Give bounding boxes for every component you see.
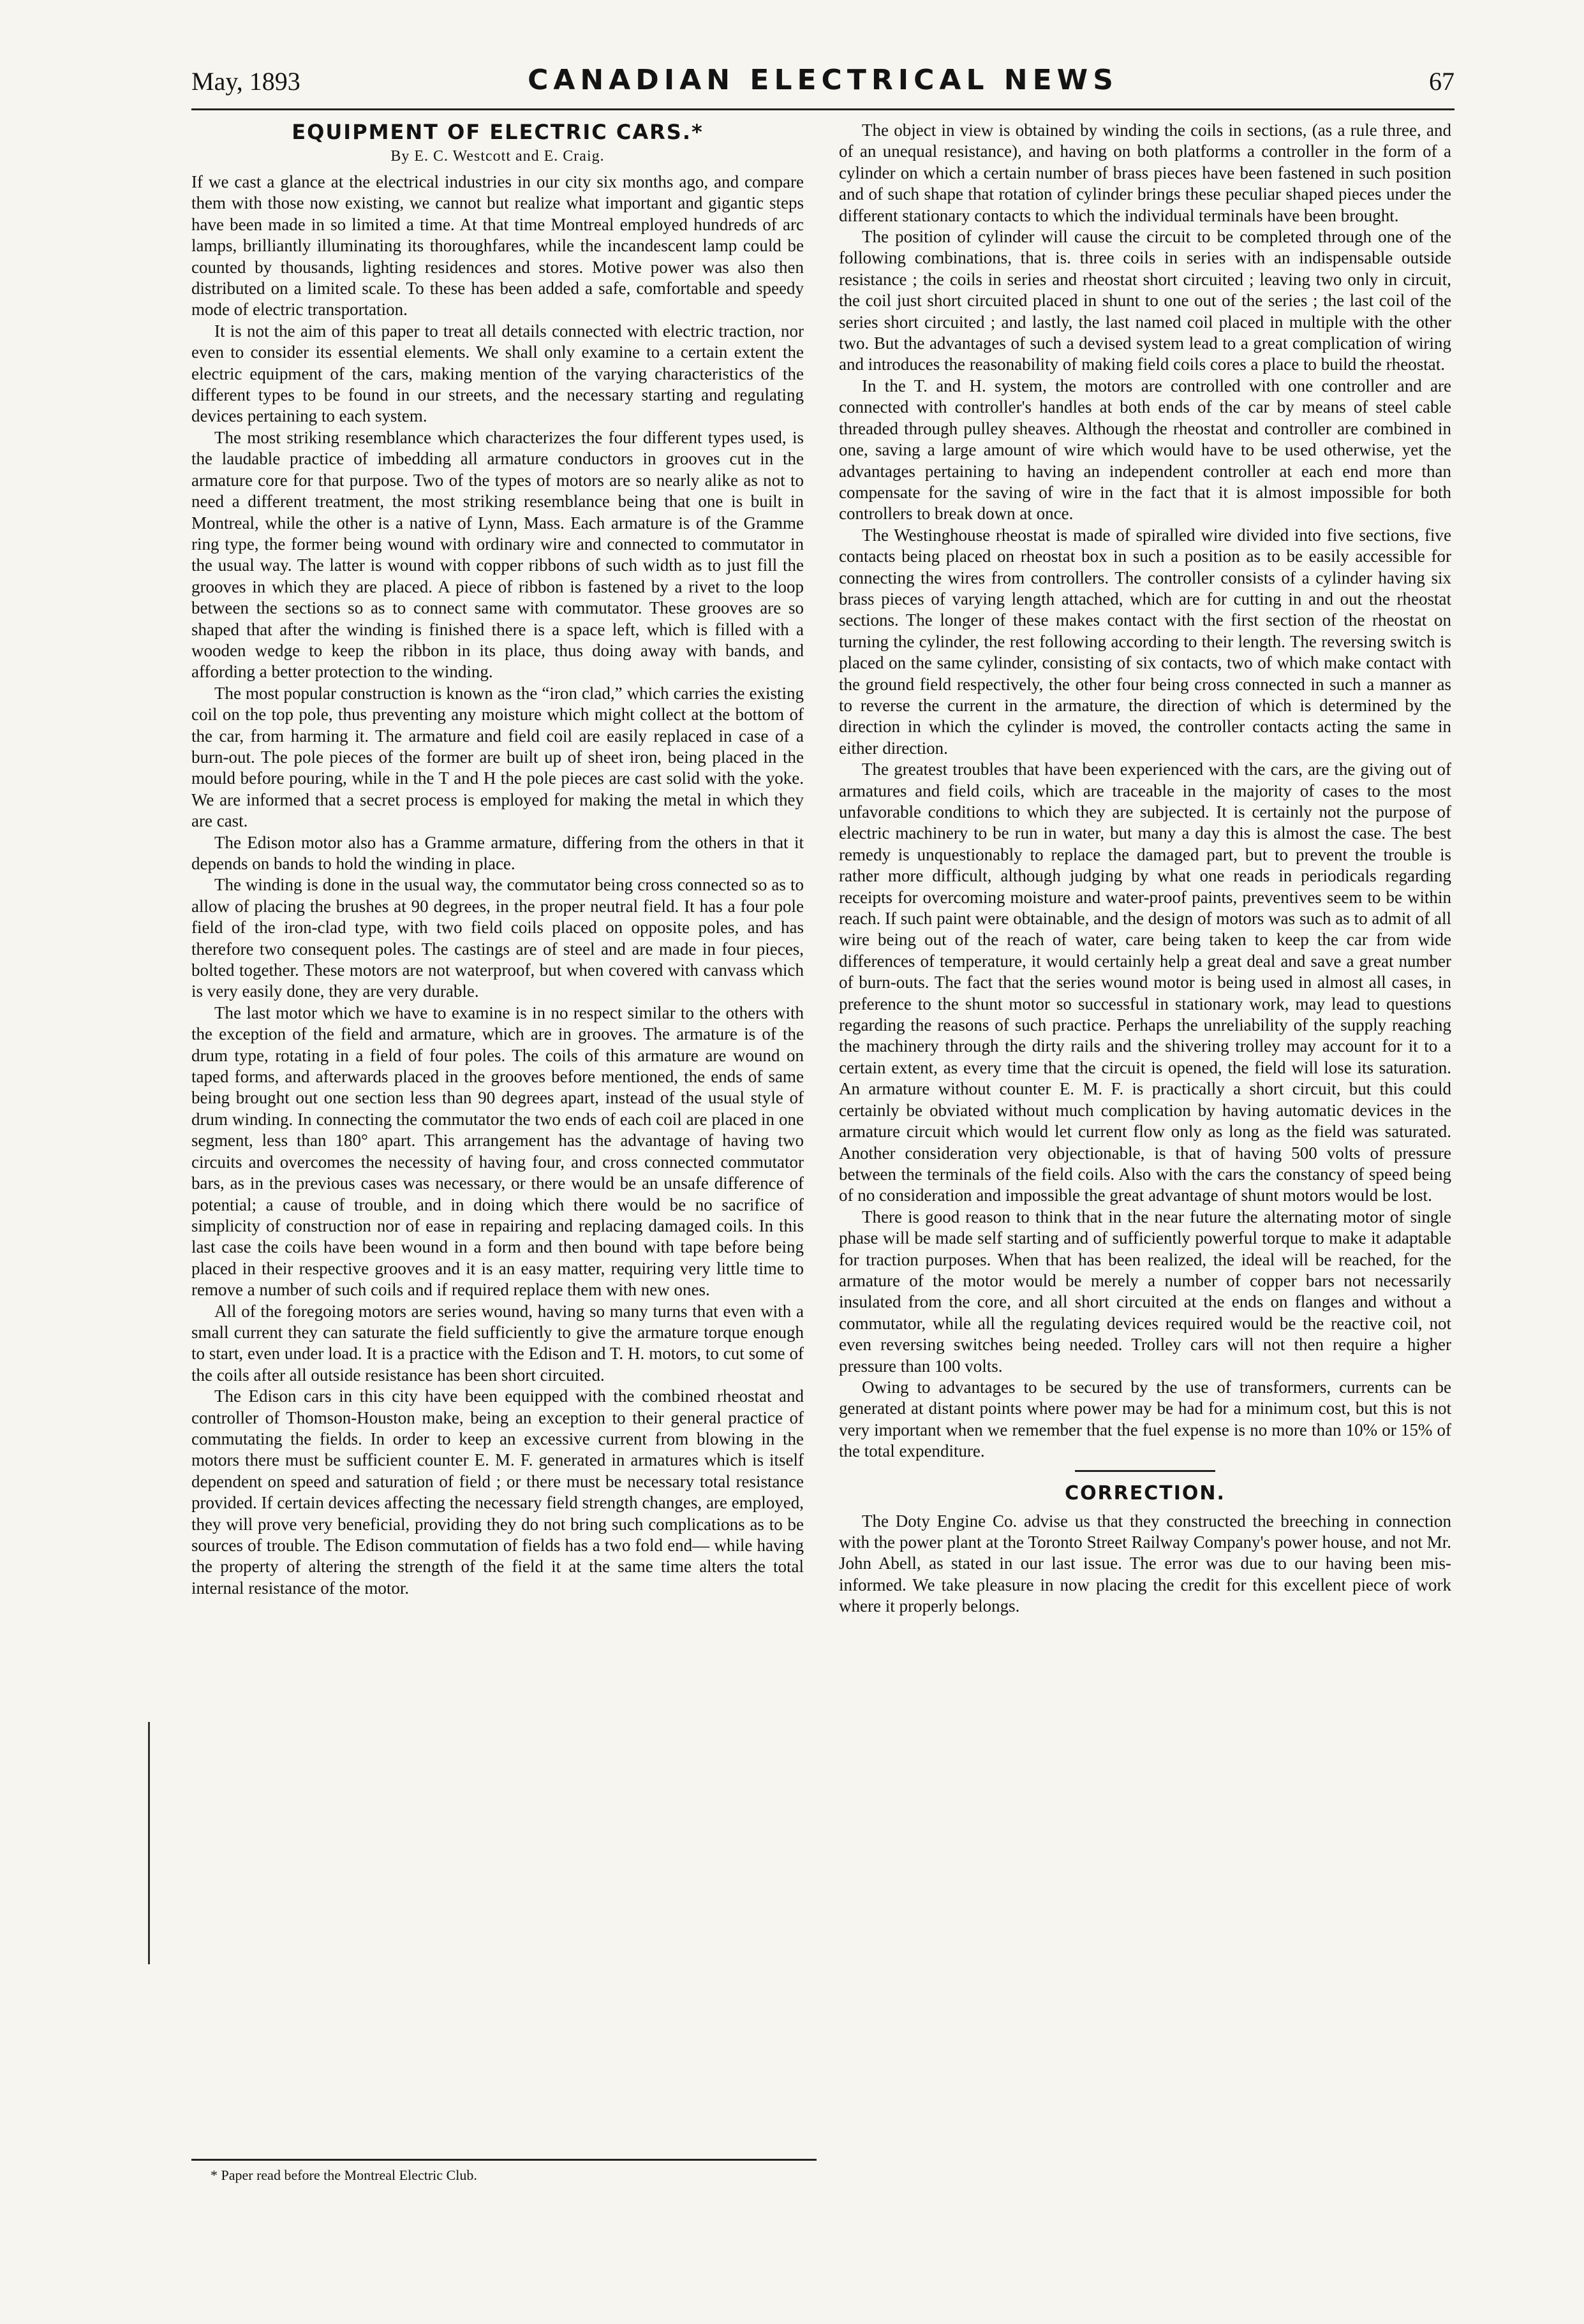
article-paragraph: Owing to advantages to be secured by the use of transformers, currents can be generated at distant points where power may be had for a minimum cost, but this is not very important when we remember that the fuel expense is no more than 10% or 15% of the total expenditure. (839, 1377, 1451, 1461)
article-paragraph: The greatest troubles that have been experienced with the cars, are the giving out of armatures and field coils, which are traceable in the majority of cases to the most unfavorable conditions to which they are subjected. It is certainly not the purpose of electric machinery to be run in water, but many a day this is almost the case. The best remedy is unquestionably to replace the damaged part, but to prevent the trouble is rather more difficult, although judging by what one reads in periodicals regarding receipts for overcoming moisture and water-proof paints, preventives seem to be within reach. If such paint were obtainable, and the design of motors was such as to admit of all wire being out of the reach of water, care being taken to keep the car from wide differences of temperature, it would certainly help a great deal and save a great number of burn-outs. The fact that the series wound motor is being used in almost all cases, in preference to the shunt motor so successful in stationary work, may lead to questions regarding the reasons of such practice. Perhaps the unreliability of the supply reaching the machinery through the dirty rails and the shivering trolley may account for it to a certain extent, as every time that the circuit is opened, the field will lose its saturation. An armature without counter E. M. F. is practically a short circuit, but this could certainly be obviated without much complication by having automatic devices in the armature circuit which would let current flow only as long as the field was saturated. Another consideration very objectionable, is that of having 500 volts of pressure between the terminals of the field coils. Also with the cars the constancy of speed being of no consideration and impossible the great advantage of shunt motors would be lost. (839, 760, 1451, 1205)
publication-title: CANADIAN ELECTRICAL NEWS (528, 64, 1118, 96)
article-paragraph: If we cast a glance at the electrical industries in our city six months ago, and compare them with those now existing, we cannot but realize what important and gigantic steps have been made in so limited a time. At that time Montreal employed hundreds of arc lamps, brilliantly illuminating its thoroughfares, while the incandescent lamp could be counted by thousands, lighting residences and stores. Motive power was also then distributed on a limited scale. To these has been added a safe, comfortable and speedy mode of electric transportation. (191, 172, 804, 320)
page-header (191, 61, 1454, 106)
header-rule (191, 108, 1454, 110)
article-title: EQUIPMENT OF ELECTRIC CARS.* (292, 120, 704, 144)
article-paragraph: The last motor which we have to examine is in no respect similar to the others with the exception of the field and armature, which are in grooves. The armature is of the drum type, rotating in a field of four poles. The coils of this armature are wound on taped forms, and afterwards placed in the grooves before mentioned, the ends of same being brought out one section less than 90 degrees apart, instead of the usual style of drum winding. In connecting the commutator the two ends of each coil are placed in one segment, less than 180° apart. This arrangement has the advantage of having two circuits and overcomes the necessity of having four, and cross connected commutator bars, as in the previous cases was necessary, or there would be an unsafe difference of potential; a cause of trouble, and in doing which there would be no sacrifice of simplicity of construction nor of ease in repairing and replacing damaged coils. In this last case the coils have been wound in a form and then bound with tape before being placed in their respective grooves and it is an easy matter, requiring very little time to remove a number of such coils and if required replace them with new ones. (191, 1003, 804, 1300)
article-right-column (839, 120, 1451, 2225)
article-paragraph: The Edison cars in this city have been equipped with the combined rheostat and controller of Thomson-Houston make, being an exception to their general practice of commutating the fields. In order to keep an excessive current from blowing in the motors there must be sufficient counter E. M. F. generated in armatures which is itself dependent on speed and saturation of field ; or there must be necessary total resistance provided. If certain devices affecting the necessary field strength changes, are employed, they will prove very beneficial, providing they do not bring such complications as to be sources of trouble. The Edison commutation of fields has a two fold end— while having the property of altering the strength of the field it at the same time alters the total internal resistance of the motor. (191, 1386, 804, 1598)
article-paragraph: In the T. and H. system, the motors are controlled with one controller and are connected with controller's handles at both ends of the car by means of steel cable threaded through pulley sheaves. Although the rheostat and controller are combined in one, saving a large amount of wire which would have to be used otherwise, yet the advantages pertaining to having an independent controller at each end more than compensate for the saving of wire in the fact that it is almost impossible for both controllers to break down at once. (839, 376, 1451, 524)
footnote-rule (191, 2159, 817, 2161)
article-paragraph: It is not the aim of this paper to treat all details connected with electric traction, nor even to consider its essential elements. We shall only examine to a certain extent the electric equipment of the cars, making mention of the varying characteristics of the different types to be found in our streets, and the necessary starting and regulating devices pertaining to each system. (191, 321, 804, 426)
article-paragraph: The most popular construction is known as the “iron clad,” which carries the existing coil on the top pole, thus preventing any moisture which might collect at the bottom of the car, from harming it. The armature and field coil are easily replaced in case of a burn-out. The pole pieces of the former are built up of sheet iron, being placed in the mould before pouring, while in the T and H the pole pieces are cast solid with the yoke. We are informed that a secret process is employed for making the metal in which they are cast. (191, 683, 804, 831)
footnote: * Paper read before the Montreal Electric Club. (211, 2167, 477, 2183)
article-paragraph: The most striking resemblance which characterizes the four different types used, is the laudable practice of imbedding all armature conductors in grooves cut in the armature core for that purpose. Two of the types of motors are so nearly alike as not to need a different treatment, the most striking resemblance being that one is built in Montreal, while the other is a native of Lynn, Mass. Each armature is of the Gramme ring type, the former being wound with ordinary wire and connected to commutator in the usual way. The latter is wound with copper ribbons of such width as to just fill the grooves in which they are placed. A piece of ribbon is fastened by a rivet to the loop between the sections so as to connect same with commutator. These grooves are so shaped that after the winding is finished there is a space left, which is filled with a wooden wedge to keep the ribbon in its place, thus doing away with bands, and affording a better protection to the winding. (191, 427, 804, 682)
page-number: 67 (1429, 67, 1454, 96)
article-paragraph: The position of cylinder will cause the circuit to be completed through one of the following combinations, that is. three coils in series with an indispensable outside resistance ; the coils in series and rheostat short circuited ; leaving two only in circuit, the coil just short circuited placed in shunt to one out of the series ; the last coil of the series short circuited ; and lastly, the last named coil placed in multiple with the other two. But the advantages of such a devised system lead to a great complication of wiring and introduces the reasonability of making field coils cores a place to build the rheostat. (839, 227, 1451, 374)
article-paragraph: The object in view is obtained by winding the coils in sections, (as a rule three, and of an unequal resistance), and having on both platforms a controller in the form of a cylinder on which a certain number of brass pieces have been fastened in such position and of such shape that rotation of cylinder brings these peculiar shaped pieces under the different stationary contacts to which the individual terminals have been brought. (839, 121, 1451, 225)
section-divider (1075, 1470, 1215, 1472)
correction-title: CORRECTION. (1065, 1482, 1225, 1504)
issue-date: May, 1893 (191, 67, 300, 96)
article-paragraph: The winding is done in the usual way, the commutator being cross connected so as to allow of placing the brushes at 90 degrees, in the proper neutral field. It has a four pole field of the iron-clad type, with two field coils placed on opposite poles, and has therefore two consequent poles. The castings are of steel and are made in four pieces, bolted together. These motors are not waterproof, but when covered with canvass which is very easily done, they are very durable. (191, 875, 804, 1001)
correction-text: The Doty Engine Co. advise us that they constructed the breeching in connection with the power plant at the Toronto Street Railway Company's power house, and not Mr. John Abell, as stated in our last issue. The error was due to our having been mis-informed. We take pleasure in now placing the credit for this excellent piece of work where it properly belongs. (839, 1511, 1451, 1616)
article-paragraph: All of the foregoing motors are series wound, having so many turns that even with a small current they can saturate the field sufficiently to give the armature torque enough to start, even under load. It is a practice with the Edison and T. H. motors, to cut some of the coils after all outside resistance has been short circuited. (191, 1301, 804, 1385)
article-byline: By E. C. Westcott and E. Craig. (390, 148, 605, 165)
article-paragraph: There is good reason to think that in the near future the alternating motor of single phase will be made self starting and of sufficiently powerful torque to make it adaptable for traction purposes. When that has been realized, the ideal will be reached, for the armature of the motor would be merely a number of copper bars not necessarily insulated from the core, and all short circuited at the ends on flanges and without a commutator, while all the regulating devices required would be the reactive coil, not even reversing switches being needed. Trolley cars will not then require a higher pressure than 100 volts. (839, 1207, 1451, 1376)
article-paragraph: The Westinghouse rheostat is made of spiralled wire divided into five sections, five contacts being placed on rheostat box in such a position as to be easily accessible for connecting the wires from controllers. The controller consists of a cylinder having six brass pieces of varying length attached, which are for cutting in and out the rheostat sections. The longer of these makes contact with the first section of the rheostat on turning the cylinder, the rest following according to their length. The reversing switch is placed on the same cylinder, consisting of six contacts, two of which make contact with the ground field respectively, the other four being cross connected in such a manner as to reverse the current in the armature, the direction of which is determined by the direction in which the cylinder is moved, the controller contacts acting the same in either direction. (839, 525, 1451, 758)
margin-mark (148, 1722, 150, 1964)
article-left-column (191, 120, 804, 2078)
article-paragraph: The Edison motor also has a Gramme armature, differing from the others in that it depends on bands to hold the winding in place. (191, 832, 804, 873)
